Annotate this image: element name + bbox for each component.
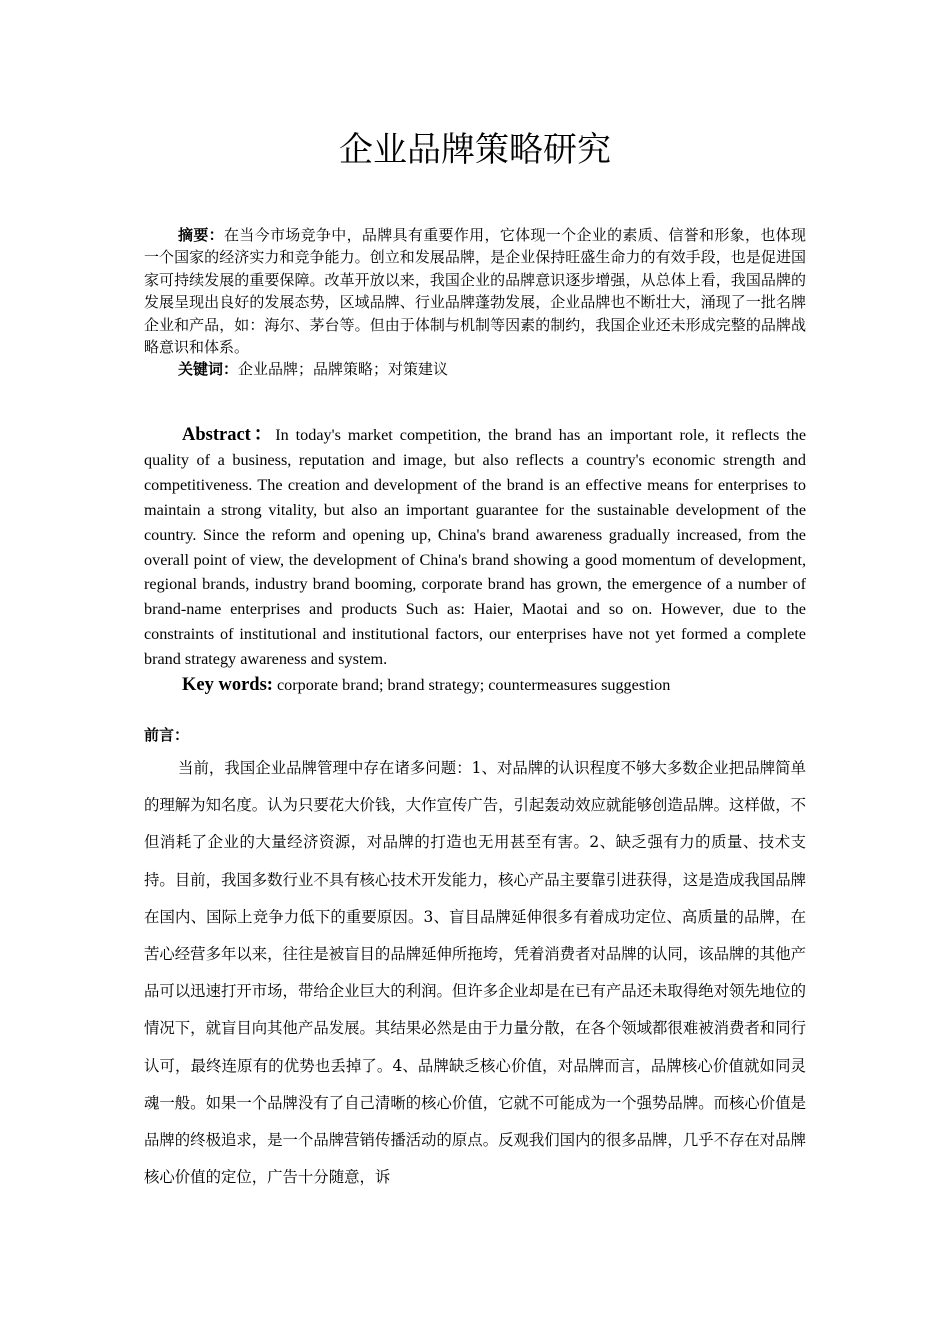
abstract-cn: [144, 224, 806, 381]
abstract-en: [144, 423, 806, 698]
keywords-cn-label: 关键词：: [178, 360, 239, 379]
keywords-en-paragraph: [144, 672, 806, 698]
preface-paragraph: 当前，我国企业品牌管理中存在诸多问题：1、对品牌的认识程度不够大多数企业把品牌简单的理解为知名度。认为只要花大价钱，大作宣传广告，引起轰动效应就能够创造品牌。这样做，不但消耗了企业的大量经济资源，对品牌的打造也无用甚至有害。2、缺乏强有力的质量、技术支持。目前，我国多数行业不具有核心技术开发能力，核心产品主要靠引进获得，这是造成我国品牌在国内、国际上竞争力低下的重要原因。3、盲目品牌延伸很多有着成功定位、高质量的品牌，在苦心经营多年以来，往往是被盲目的品牌延伸所拖垮，凭着消费者对品牌的认同，该品牌的其他产品可以迅速打开市场，带给企业巨大的利润。但许多企业却是在已有产品还未取得绝对领先地位的情况下，就盲目向其他产品发展。其结果必然是由于力量分散，在各个领域都很难被消费者和同行认可，最终连原有的优势也丢掉了。4、品牌缺乏核心价值，对品牌而言，品牌核心价值就如同灵魂一般。如果一个品牌没有了自己清晰的核心价值，它就不可能成为一个强势品牌。而核心价值是品牌的终极追求，是一个品牌营销传播活动的原点。反观我们国内的很多品牌，几乎不存在对品牌核心价值的定位，广告十分随意，诉: [144, 759, 806, 1187]
preface-body: [144, 750, 806, 1200]
keywords-en-label: Key words:: [182, 675, 273, 696]
abstract-cn-text: 在当今市场竞争中，品牌具有重要作用，它体现一个企业的素质、信誉和形象，也体现一个国家的经济实力和竞争能力。创立和发展品牌，是企业保持旺盛生命力的有效手段，也是促进国家可持续发展的重要保障。改革开放以来，我国企业的品牌意识逐步增强，从总体上看，我国品牌的发展呈现出良好的发展态势，区域品牌、行业品牌蓬勃发展，企业品牌也不断壮大，涌现了一批名牌企业和产品，如：海尔、茅台等。但由于体制与机制等因素的制约，我国企业还未形成完整的品牌战略意识和体系。: [144, 226, 806, 357]
paper-title: 企业品牌策略研究: [339, 130, 611, 170]
abstract-en-label: Abstract：: [182, 425, 276, 445]
keywords-en-text: corporate brand; brand strategy; countermeasures suggestion: [277, 676, 671, 695]
abstract-cn-label: 摘要：: [178, 226, 224, 244]
keywords-cn-text: 企业品牌；品牌策略；对策建议: [238, 360, 449, 379]
preface-section: [144, 724, 806, 746]
abstract-cn-paragraph: [144, 224, 806, 358]
keywords-cn-paragraph: [144, 358, 806, 380]
abstract-en-text: In today's market competition, the brand has an important role, it reflects the quality of a business, reputation and image, but also reflects a country's economic strength and competitiveness. The creation and development of the brand is an effective means for enterprises to maintain a strong vitality, but also an important guarantee for the sustainable development of the country. Since the reform and opening up, China's brand awareness gradually increased, from the overall point of view, the development of China's brand showing a good momentum of development, regional brands, industry brand booming, corporate brand has grown, the emergence of a number of brand-name enterprises and products Such as: Haier, Maotai and so on. However, due to the constraints of institutional and institutional factors, our enterprises have not yet formed a complete brand strategy awareness and system.: [144, 426, 806, 669]
abstract-en-paragraph: [144, 423, 806, 672]
preface-heading: 前言：: [144, 726, 190, 744]
